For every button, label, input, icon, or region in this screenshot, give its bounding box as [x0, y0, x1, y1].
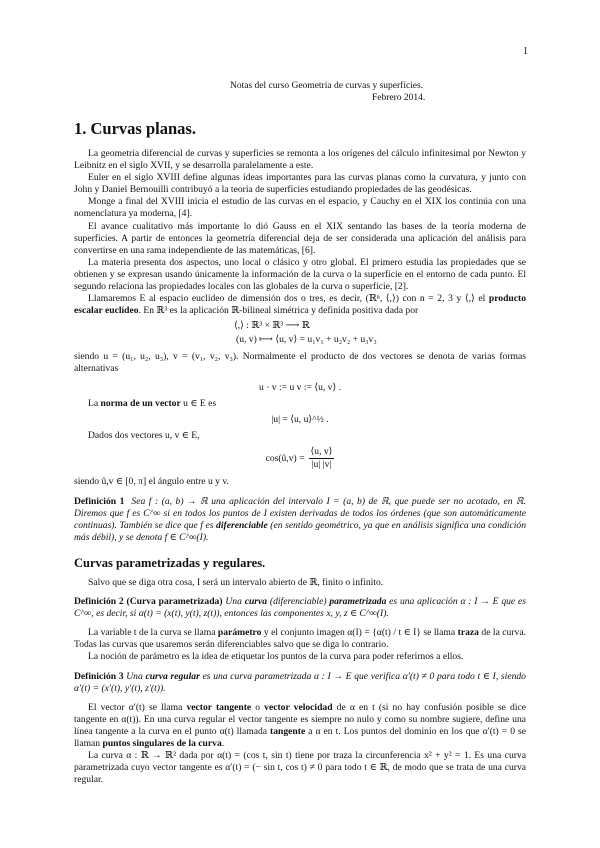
term-puntos-singulares: puntos singulares de la curva: [102, 738, 222, 750]
text: Llamaremos E al espacio euclídeo de dimensión dos o tres, es decir, (ℝⁿ, ⟨,⟩) con n = 2, 3 y ⟨,⟩ el: [88, 293, 486, 305]
paragraph: siendo û,v ∈ [0, π] el ángulo entre u y v.: [74, 475, 229, 487]
section2-body: [74, 577, 526, 786]
equation-cosine: [74, 442, 526, 476]
definition-label: Definición 3: [74, 670, 124, 682]
text: de la curva. Todas las curvas que usaremos serán diferenciables salvo que se diga lo contrario.: [74, 627, 526, 651]
term-vector-velocidad: vector velocidad: [264, 701, 333, 713]
term-diferenciable: diferenciable: [216, 520, 268, 532]
equation-norm: |u| = ⟨u, u⟩^½ .: [271, 413, 329, 425]
equation-inner-product: [74, 317, 526, 351]
page-number: 1: [523, 46, 528, 57]
term-curva: curva: [244, 596, 268, 608]
paragraph: Salvo que se diga otra cosa, I será un intervalo abierto de ℝ, finito o infinito.: [88, 577, 384, 588]
text: o: [251, 701, 265, 713]
text: y el conjunto imagen α(I) = {α(t) / t ∈ I} se llama: [261, 627, 458, 639]
paragraph: La materia presenta dos aspectos, uno local o clásico y otro global. El primero estudia las propiedades que se obtienen y se expresan usando únicamente la información de la curva o la superficie en el entorno de cada punto. El segundo relaciona las propiedades locales con las globales de la curva o superficie, [2].: [74, 256, 526, 293]
paragraph: La geometría diferencial de curvas y superficies se remonta a los orígenes del cálculo infinitesimal por Newton y Leibnitz en el siglo XVII, y se desarrolla paralelamente a este.: [74, 148, 526, 172]
fraction-denominator: |u| |v|: [311, 459, 332, 471]
text: Sea f : (a, b) → ℝ una aplicación del intervalo I = (a, b) de ℝ, que puede ser no acotado, en ℝ. Diremos que f es C^∞ si en todos los puntos de I existen derivadas de todos los órdenes (que son automáticamente continuas). También se dice que f es: [74, 495, 527, 532]
paragraph-euclidean: [74, 293, 526, 317]
text: de α en t (si no hay confusión posible se dice tangente en α(t)). En una curva regular el vector tangente es siempre no nulo y como su nombre sugiere, define una línea tangente a la curva en el punto α(t) llamada: [74, 701, 527, 737]
fraction-numerator: ⟨u, v⟩: [309, 446, 335, 459]
term-curva-regular: curva regular: [145, 670, 200, 682]
equation-lhs: cos(û,v) =: [265, 452, 305, 464]
course-note: [230, 80, 470, 104]
section1-body: [74, 148, 526, 544]
text: es una aplicación α : I → E que es C^∞, es decir, si α(t) = (x(t), y(t), z(t)), entonces las componentes x, y, z ∈ C^∞(I).: [74, 596, 526, 620]
text: a α en t. Los puntos del dominio en los que α′(t) = 0 se llaman: [74, 725, 526, 750]
text: El vector α′(t) se llama: [88, 701, 187, 713]
paragraph: Euler en el siglo XVIII define algunas ideas importantes para las curvas planas como la curvatura, y junto con John y Daniel Bernouilli contribuyó a la teoría de superficies estudiando propiedades de las geodésicas.: [74, 172, 526, 196]
paragraph: El avance cualitativo más importante lo dió Gauss en el XIX sentando las bases de la teoría moderna de superficies. A partir de entonces la geometría diferencial deja de ser considerada una aplicación del análisis para convertirse en una rama independiente de las matemáticas, [6].: [74, 220, 526, 256]
section-title-curvas-planas: 1. Curvas planas.: [74, 119, 196, 138]
text: La: [88, 397, 101, 409]
paragraph-tangent: [74, 702, 526, 750]
text: Una: [222, 596, 245, 608]
text: .: [221, 738, 225, 750]
paragraph-norm: [74, 398, 526, 410]
text: (en sentido geométrico, ya que en análisis significa una condición más débil), y se denota f ∈ C^∞(I).: [74, 520, 526, 544]
definition-label: Definición 1: [74, 495, 125, 507]
text: La variable t de la curva se llama: [88, 627, 218, 639]
term-vector-tangente: vector tangente: [186, 701, 252, 713]
term-parametro: parámetro: [217, 627, 262, 639]
term-parametrizada: parametrizada: [329, 596, 387, 608]
paragraph: Monge a final del XVIII inicia el estudio de las curvas en el espacio, y Cauchy en el XIX los continúa con una nomenclatura ya moderna, [4].: [74, 196, 526, 220]
section-title-curvas-parametrizadas: Curvas parametrizadas y regulares.: [74, 556, 266, 570]
text: (diferenciable): [267, 596, 330, 608]
text: Una: [123, 670, 146, 682]
text: es una curva parametrizada α : I → E que verifica α′(t) ≠ 0 para todo t ∈ I, siendo α′(t) = (x′(t), y′(t), z′(t)).: [74, 670, 526, 694]
equation-line: (u, v) ⟼ ⟨u, v⟩ = u₁v₁ + u₂v₂ + u₃v₃: [236, 334, 377, 346]
fraction: [309, 446, 335, 471]
course-note-date: Febrero 2014.: [372, 93, 426, 103]
text: u ∈ E es: [180, 397, 217, 409]
term-producto-escalar: producto escalar euclídeo: [74, 293, 526, 317]
definition-label: Definición 2 (Curva parametrizada): [74, 596, 223, 608]
text: . En ℝ³ es la aplicación ℝ-bilineal simétrica y definida positiva dada por: [138, 305, 419, 317]
equation-line: ⟨,⟩ : ℝ³ × ℝ³ ⟶ ℝ: [234, 320, 310, 332]
paragraph: La noción de parámetro es la idea de etiquetar los puntos de la curva para poder referirnos a ellos.: [88, 651, 464, 663]
course-note-title: Notas del curso Geometría de curvas y superficies.: [230, 81, 424, 91]
paragraph-example: La curva α : ℝ → ℝ² dada por α(t) = (cos t, sin t) tiene por traza la circunferencia x² + y² = 1. Es una curva parametrizada cuyo vector tangente es α′(t) = (− sin t, cos t) ≠ 0 para todo t ∈ ℝ, de modo que se trata de una curva regular.: [74, 750, 526, 786]
equation-product-notation: u · v := u v := ⟨u, v⟩ .: [259, 381, 341, 393]
definition-1: [74, 496, 526, 544]
term-norma: norma de un vector: [100, 397, 181, 409]
definition-3: [74, 671, 526, 695]
term-traza: traza: [457, 627, 479, 639]
paragraph-parameter: [74, 627, 526, 651]
definition-2: [74, 596, 526, 620]
paragraph: siendo u = (u₁, u₂, u₃), v = (v₁, v₂, v₃). Normalmente el producto de dos vectores se denota de varias formas alternativas: [74, 351, 526, 375]
term-tangente: tangente: [270, 725, 306, 737]
paragraph: Dados dos vectores u, v ∈ E,: [88, 429, 200, 441]
